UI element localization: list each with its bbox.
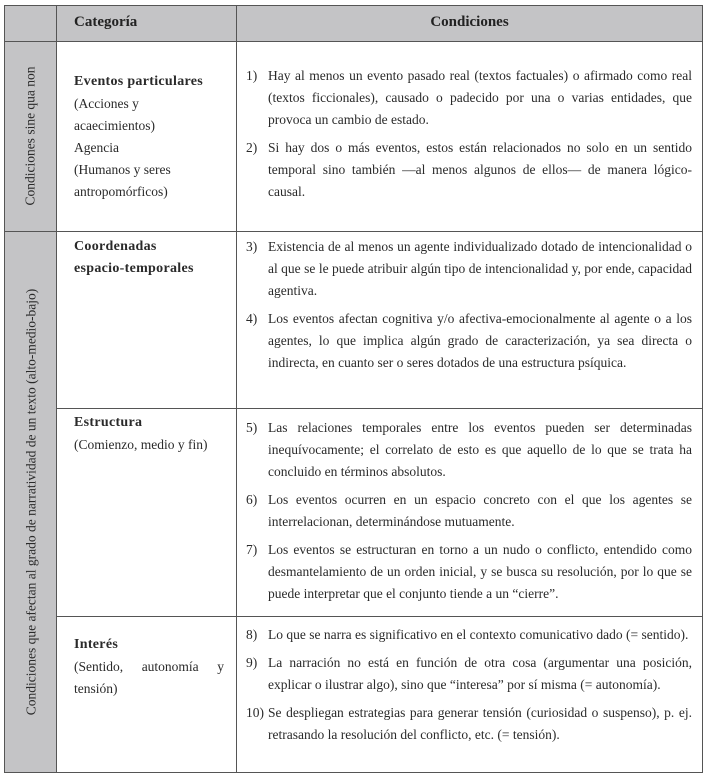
condition-text: Si hay dos o más eventos, estos están relacionados no solo en un sentido temporal sino también —al menos algunos de ellos— de manera lógico-causal. bbox=[268, 140, 692, 199]
category-title: espacio-temporales bbox=[74, 261, 194, 276]
condition-text: Las relaciones temporales entre los eventos pueden ser determinadas inequívocamente; el correlato de esto es que aquello de lo que se trata ha concluido en términos absolutos. bbox=[268, 420, 692, 479]
condition-number: 5) bbox=[246, 420, 258, 435]
category-subtitle: (Humanos y seres bbox=[74, 162, 171, 177]
section-label-text: Condiciones sine qua non bbox=[23, 66, 39, 206]
condition-text: Los eventos ocurren en un espacio concreto con el que los agentes se interrelacionan, determinándose mutuamente. bbox=[268, 492, 692, 529]
condition-item bbox=[246, 308, 692, 374]
condition-item bbox=[246, 624, 692, 646]
condition-item bbox=[246, 702, 692, 746]
condition-item bbox=[246, 489, 692, 533]
category-subtitle: (Acciones y bbox=[74, 96, 139, 111]
category-subtitle: Agencia bbox=[74, 140, 119, 155]
condition-number: 3) bbox=[246, 239, 258, 254]
condition-number: 4) bbox=[246, 311, 258, 326]
condition-number: 1) bbox=[246, 68, 258, 83]
condition-text: Los eventos se estructuran en torno a un nudo o conflicto, entendido como desmantelamiento de un orden inicial, y se busca su resolución, por lo que se puede interpretar que el conjunto tiende a un “cierre”. bbox=[268, 542, 692, 601]
condition-text: Se despliegan estrategias para generar tensión (curiosidad o suspenso), p. ej. retrasando la resolución del conflicto, etc. (= tensión). bbox=[268, 705, 692, 742]
section-label-sine-qua-non bbox=[5, 41, 57, 231]
category-cell-interes bbox=[74, 634, 224, 700]
condition-text: Lo que se narra es significativo en el contexto comunicativo dado (= sentido). bbox=[268, 627, 689, 642]
condition-text: Hay al menos un evento pasado real (textos factuales) o afirmado como real (textos ficcionales), causado o padecido por una o varias entidades, que provoca un cambio de estado. bbox=[268, 68, 692, 127]
category-subtitle: (Sentido, autonomía y tensión) bbox=[74, 659, 224, 696]
condition-item bbox=[246, 539, 692, 605]
category-subtitle: (Comienzo, medio y fin) bbox=[74, 437, 208, 452]
condition-item bbox=[246, 65, 692, 131]
column-header-conditions: Condiciones bbox=[430, 14, 509, 30]
section-label-narrativity bbox=[5, 231, 57, 773]
column-header-category: Categoría bbox=[74, 14, 138, 30]
conditions-cell-coordenadas bbox=[246, 236, 692, 380]
condition-number: 10) bbox=[246, 705, 264, 720]
conditions-cell-eventos bbox=[246, 65, 692, 209]
condition-text: Existencia de al menos un agente individualizado dotado de intencionalidad o al que se le puede atribuir algún tipo de intencionalidad y, por ende, capacidad agentiva. bbox=[268, 239, 692, 298]
section-label-text: Condiciones que afectan al grado de narratividad de un texto (alto-medio-bajo) bbox=[23, 288, 38, 716]
condition-item bbox=[246, 652, 692, 696]
condition-text: Los eventos afectan cognitiva y/o afectiva-emocionalmente al agente o a los agentes, lo que implica algún grado de caracterización, ya sea directa o indirecta, en cuanto ser o seres dotados de una estructura psíquica. bbox=[268, 311, 692, 370]
condition-text: La narración no está en función de otra cosa (argumentar una posición, explicar o ilustrar algo), sino que “interesa” por sí misma (= autonomía). bbox=[268, 655, 692, 692]
category-title: Eventos particulares bbox=[74, 74, 204, 89]
conditions-cell-estructura bbox=[246, 417, 692, 611]
category-title: Estructura bbox=[74, 415, 143, 430]
condition-number: 9) bbox=[246, 655, 258, 670]
category-title: Coordenadas bbox=[74, 239, 157, 254]
category-cell-eventos bbox=[74, 71, 224, 203]
condition-number: 7) bbox=[246, 542, 258, 557]
condition-number: 6) bbox=[246, 492, 258, 507]
condition-item bbox=[246, 417, 692, 483]
category-subtitle: acaecimientos) bbox=[74, 118, 155, 133]
condition-item bbox=[246, 236, 692, 302]
condition-item bbox=[246, 137, 692, 203]
conditions-cell-interes bbox=[246, 624, 692, 752]
category-cell-coordenadas bbox=[74, 236, 224, 280]
category-subtitle: antropomórficos) bbox=[74, 184, 168, 199]
category-cell-estructura bbox=[74, 412, 224, 456]
condition-number: 2) bbox=[246, 140, 258, 155]
category-title: Interés bbox=[74, 637, 119, 652]
condition-number: 8) bbox=[246, 627, 258, 642]
